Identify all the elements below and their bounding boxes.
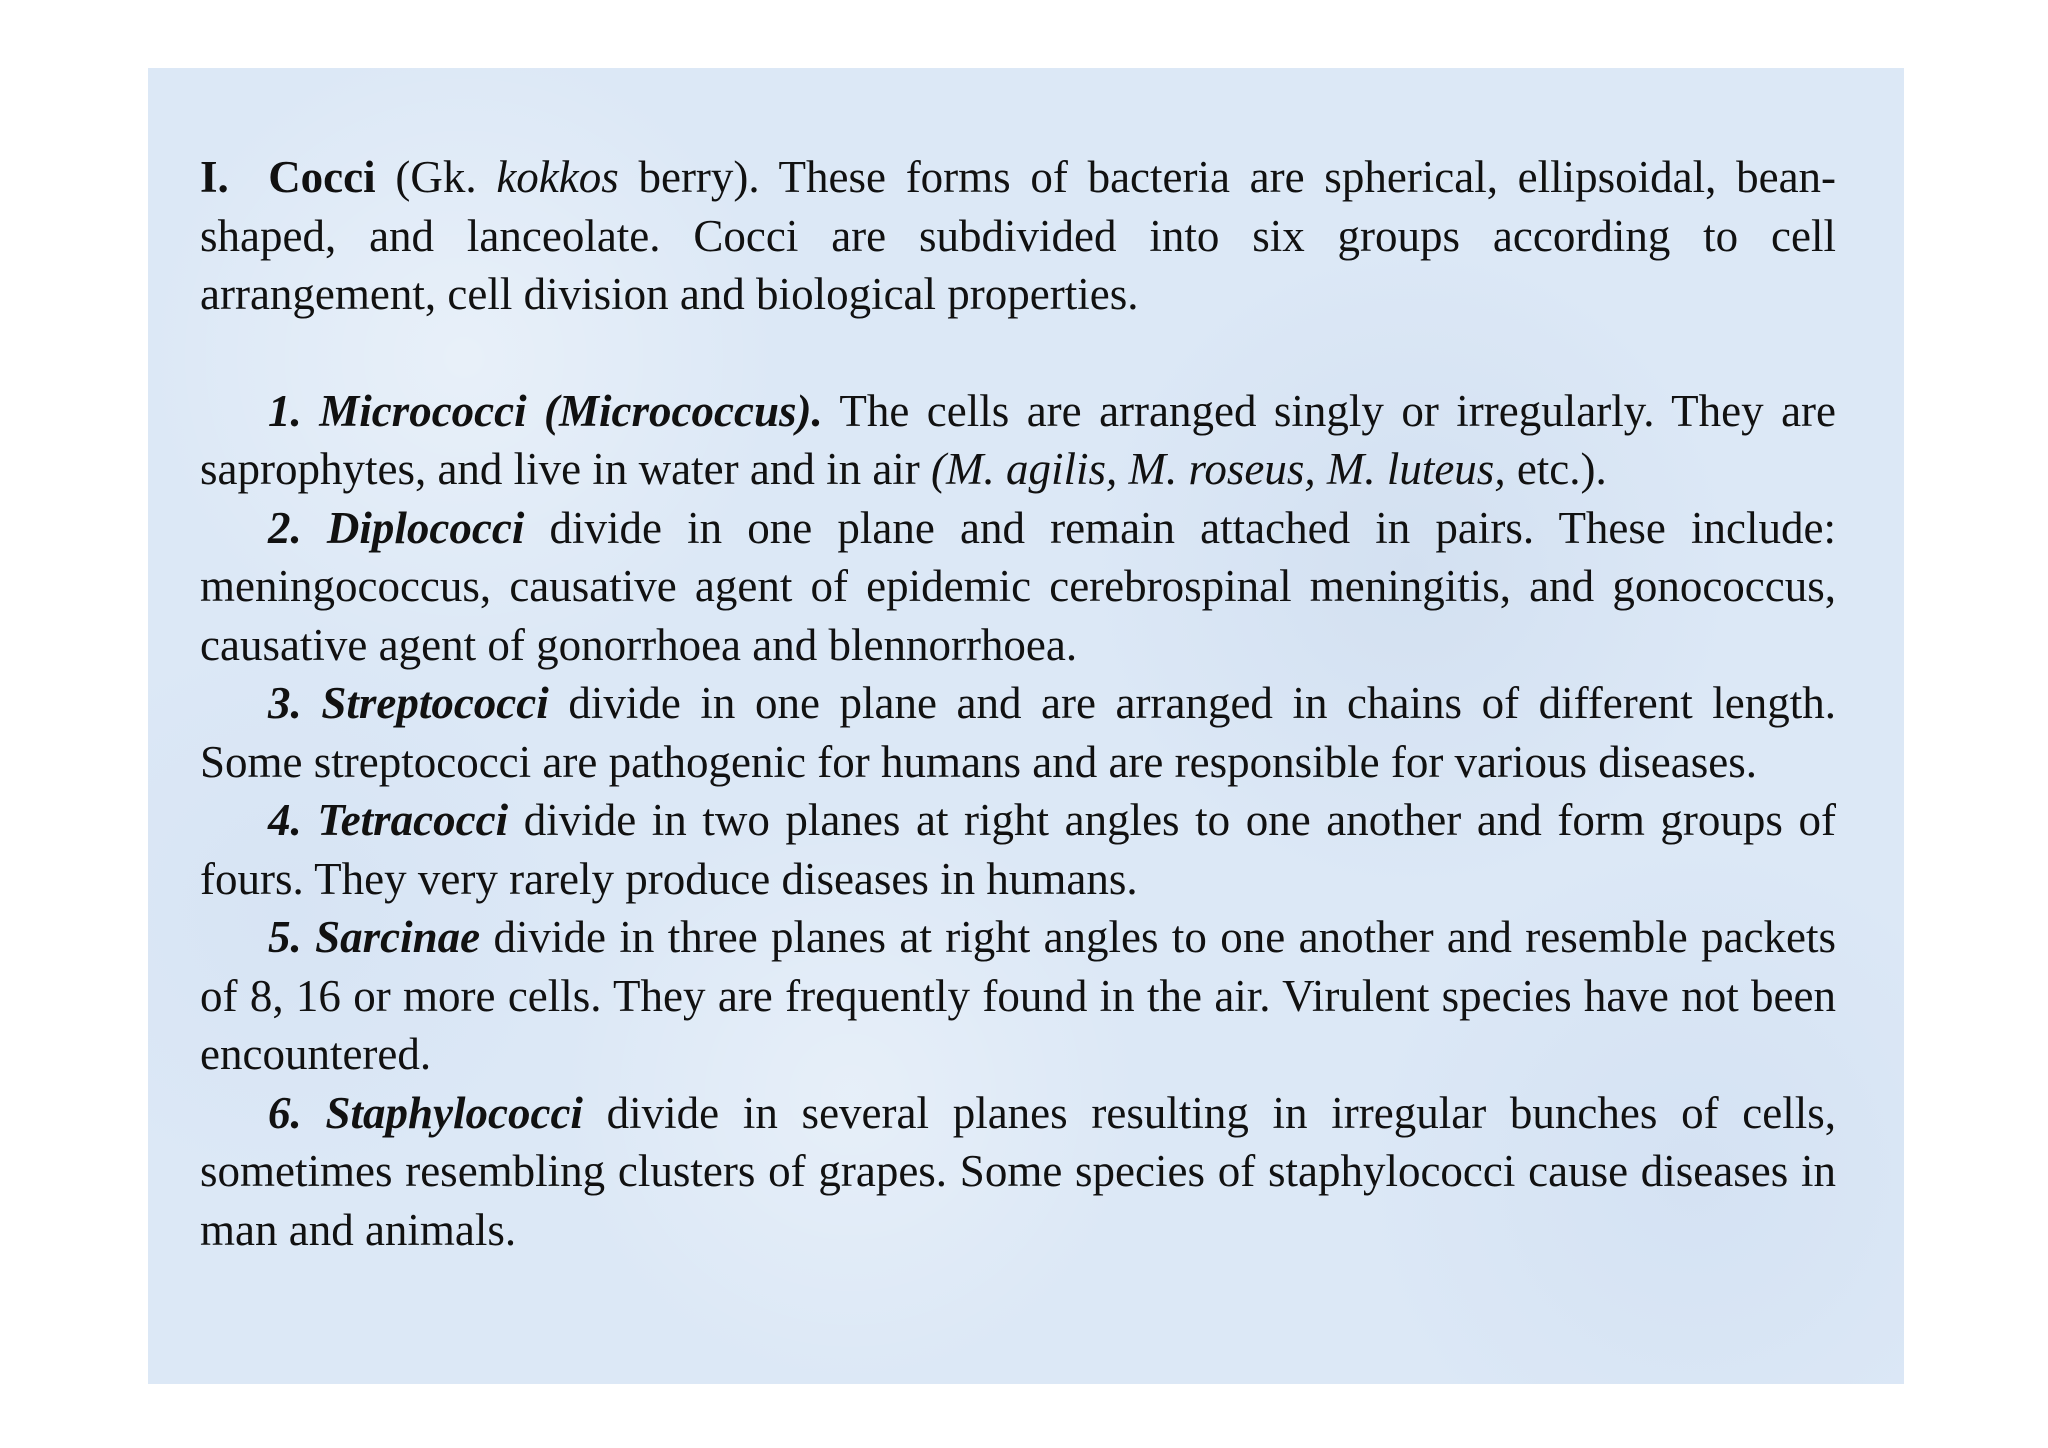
section-label: I. [200, 152, 229, 202]
group-sarcinae [200, 908, 1836, 1084]
group-term: 1. Micrococci (Micrococcus). [268, 385, 823, 436]
group-text: divide in one plane and are arranged in chains of different length. Some streptococci are pathogenic for humans and are responsible for various diseases. [200, 678, 1837, 787]
intro-term: Cocci [268, 152, 376, 202]
group-term: 6. Staphylococci [268, 1087, 583, 1138]
group-text: divide in one plane and remain attached in pairs. These include: meningococcus, causative agent of epidemic cerebrospinal meningitis, and gonococcus, causative agent of gonorrhoea and blennorrhoea. [200, 502, 1836, 670]
intro-paragraph [200, 148, 1836, 324]
slide-panel [148, 68, 1904, 1384]
group-streptococci [200, 674, 1836, 791]
group-term: 5. Sarcinae [268, 912, 481, 962]
group-text: divide in two planes at right angles to one another and form groups of fours. They very rarely produce diseases in humans. [200, 795, 1836, 904]
intro-gk-word: kokkos [496, 152, 619, 202]
group-staphylococci [200, 1084, 1836, 1260]
group-tail: etc.). [1516, 444, 1607, 494]
group-text: divide in several planes resulting in irregular bunches of cells, sometimes resembling clusters of grapes. Some species of staphylococci cause diseases in man and animals. [200, 1087, 1836, 1255]
group-term: 4. Tetracocci [268, 795, 509, 845]
group-micrococci [200, 382, 1836, 499]
group-term: 3. Streptococci [268, 678, 549, 728]
slide-content [200, 148, 1836, 1259]
group-tetracocci [200, 791, 1836, 908]
intro-gk-open: (Gk. [395, 152, 477, 202]
group-diplococci [200, 499, 1836, 675]
intro-text: berry). These forms of bacteria are spherical, ellipsoidal, bean-shaped, and lanceolate. Cocci are subdivided into six groups according to cell arrangement, cell division and biological properties. [200, 152, 1837, 319]
group-text: The cells are arranged singly or irregularly. They are saprophytes, and live in water and in air [200, 385, 1837, 494]
group-term: 2. Diplococci [268, 502, 525, 553]
group-examples: (M. agilis, M. roseus, M. luteus, [931, 444, 1506, 494]
group-text: divide in three planes at right angles to one another and resemble packets of 8, 16 or more cells. They are frequently found in the air. Virulent species have not been encountered. [200, 912, 1837, 1079]
